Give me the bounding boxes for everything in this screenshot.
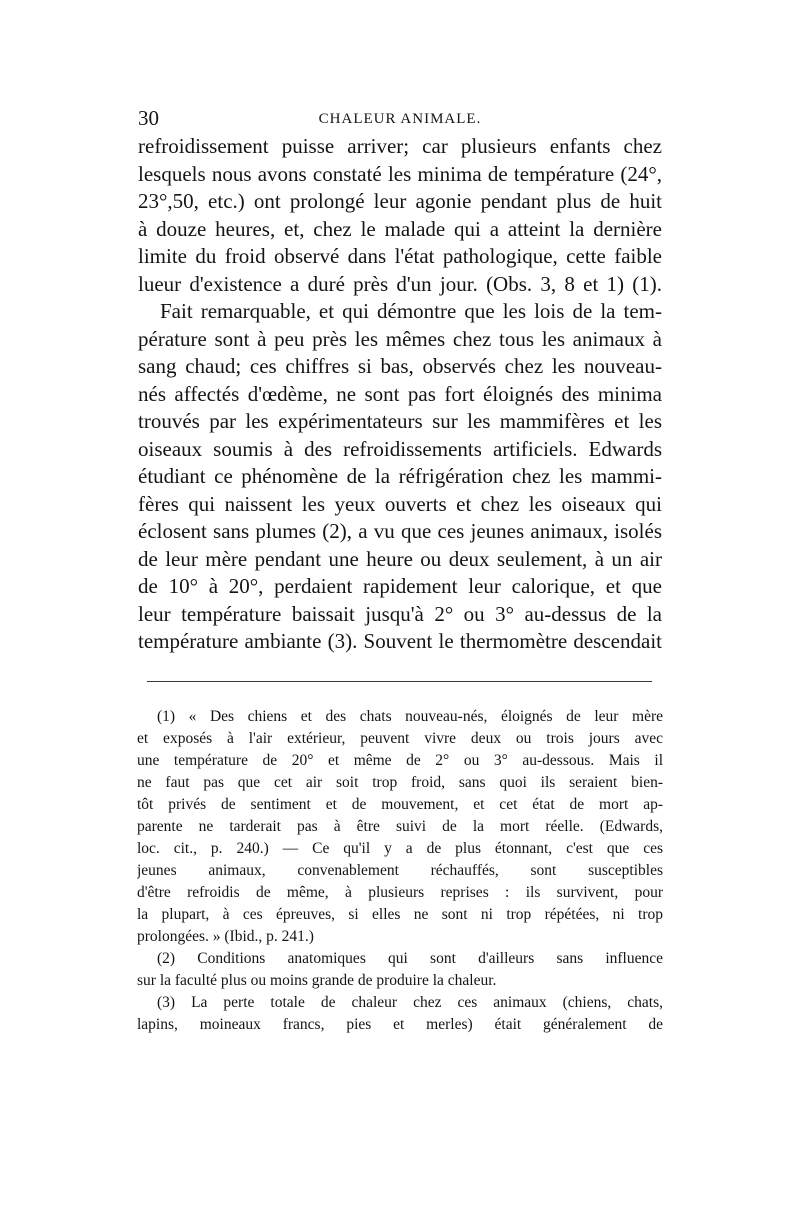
footnotes: [137, 706, 663, 1036]
footnote-line: d'être refroidis de même, à plusieurs reprises : ils survivent, pour: [137, 884, 663, 901]
body-line: éclosent sans plumes (2), a vu que ces jeunes animaux, isolés: [138, 519, 662, 543]
body-line: nés affectés d'œdème, ne sont pas fort éloignés des minima: [138, 381, 662, 406]
body-line: de leur mère pendant une heure ou deux seulement, à un air: [138, 546, 662, 571]
footnote-line: et exposés à l'air extérieur, peuvent vivre deux ou trois jours avec: [137, 730, 663, 747]
body-line: étudiant ce phénomène de la réfrigération chez les mammi-: [138, 464, 662, 488]
footnote-line: la plupart, à ces épreuves, si elles ne sont ni trop répétées, ni trop: [137, 906, 663, 923]
body-line: de 10° à 20°, perdaient rapidement leur calorique, et que: [138, 574, 662, 598]
body-line: fères qui naissent les yeux ouverts et chez les oiseaux qui: [138, 491, 662, 516]
body-line: lesquels nous avons constaté les minima de température (24°,: [138, 161, 662, 186]
footnote-line: prolongées. » (Ibid., p. 241.): [137, 928, 314, 945]
footnote-line: lapins, moineaux francs, pies et merles) était généralement de: [137, 1016, 663, 1033]
body-line: trouvés par les expérimentateurs sur les mammifères et les: [138, 409, 662, 433]
body-line: pérature sont à peu près les mêmes chez tous les animaux à: [138, 326, 662, 351]
running-title: CHALEUR ANIMALE.: [318, 111, 482, 127]
footnote-line: (2) Conditions anatomiques qui sont d'ailleurs sans influence: [157, 950, 663, 967]
body-line: leur température baissait jusqu'à 2° ou 3° au-dessus de la: [138, 601, 662, 626]
page-number: 30: [138, 106, 159, 130]
main-text: [138, 133, 662, 656]
footnote-line: une température de 20° et même de 2° ou 3° au-dessous. Mais il: [137, 752, 663, 769]
body-line: lueur d'existence a duré près d'un jour. (Obs. 3, 8 et 1) (1).: [138, 271, 662, 296]
body-line: sang chaud; ces chiffres si bas, observés chez les nouveau-: [138, 354, 662, 378]
footnote-separator: [147, 681, 652, 682]
body-line: limite du froid observé dans l'état pathologique, cette faible: [138, 244, 662, 268]
body-line: Fait remarquable, et qui démontre que les lois de la tem-: [160, 299, 662, 323]
body-line: température ambiante (3). Souvent le thermomètre descendait: [138, 629, 662, 653]
footnote-line: (1) « Des chiens et des chats nouveau-nés, éloignés de leur mère: [157, 708, 663, 725]
footnote-line: loc. cit., p. 240.) — Ce qu'il y a de plus étonnant, c'est que ces: [137, 840, 663, 857]
footnote-line: jeunes animaux, convenablement réchauffés, sont susceptibles: [137, 862, 663, 879]
body-line: 23°,50, etc.) ont prolongé leur agonie pendant plus de huit: [138, 189, 662, 213]
body-line: oiseaux soumis à des refroidissements artificiels. Edwards: [138, 436, 662, 461]
footnote-line: parente ne tarderait pas à être suivi de la mort réelle. (Edwards,: [137, 818, 663, 835]
footnote-line: (3) La perte totale de chaleur chez ces animaux (chiens, chats,: [157, 994, 663, 1011]
footnote-line: tôt privés de sentiment et de mouvement, et cet état de mort ap-: [137, 796, 663, 813]
body-line: à douze heures, et, chez le malade qui a atteint la dernière: [138, 216, 662, 241]
footnote-line: ne faut pas que cet air soit trop froid, sans quoi ils seraient bien-: [137, 774, 663, 791]
footnote-line: sur la faculté plus ou moins grande de produire la chaleur.: [137, 972, 497, 989]
running-header: [138, 106, 662, 130]
body-line: refroidissement puisse arriver; car plusieurs enfants chez: [138, 134, 662, 158]
